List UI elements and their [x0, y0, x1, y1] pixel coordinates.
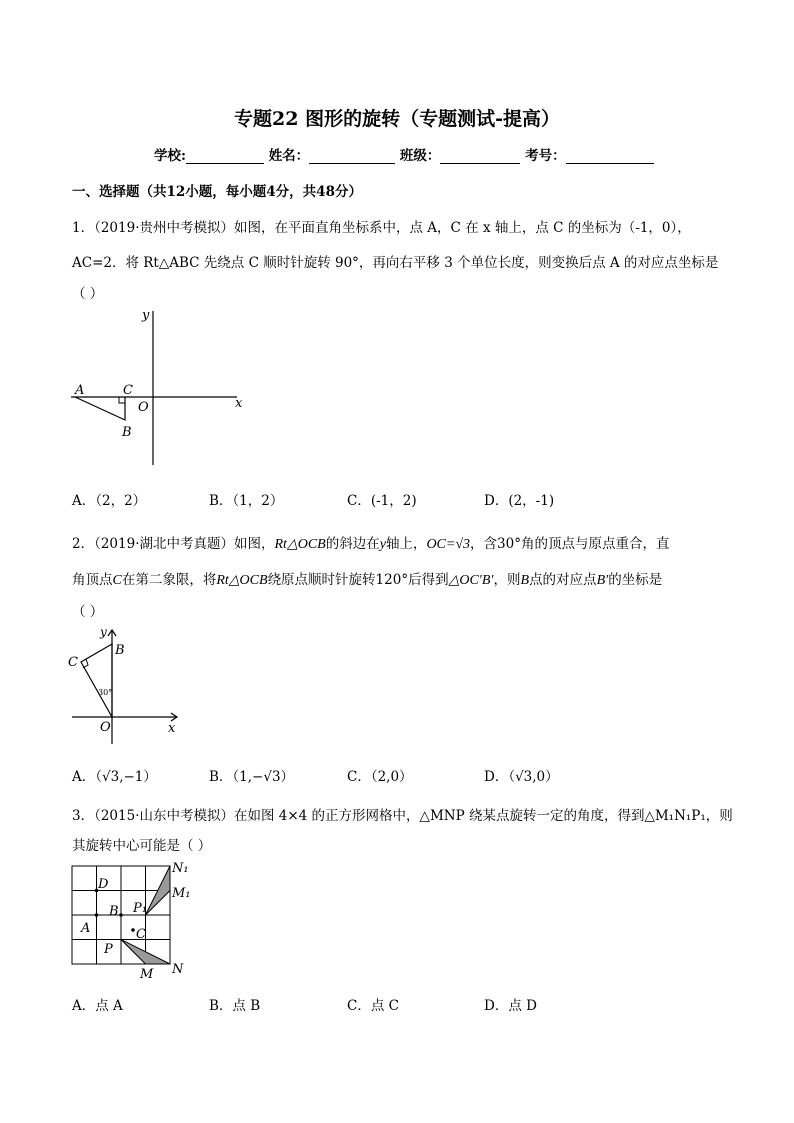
- q1-label-y: y: [142, 308, 150, 323]
- school-label: 学校:: [154, 148, 186, 164]
- q2-math-oc-b-prime: △OC′B′: [448, 573, 494, 588]
- name-label: 姓名：: [268, 148, 310, 164]
- q2-line2-post: 的坐标是: [608, 572, 663, 588]
- q1-option-b[interactable]: B．（1，2）: [209, 493, 284, 509]
- q1-label-b: B: [122, 425, 132, 440]
- q3-option-b[interactable]: B．点 B: [209, 998, 261, 1014]
- q2-triangle-ocb: [81, 644, 112, 717]
- q1-figure: [65, 305, 255, 475]
- q2-line2-mid4: 点的对应点: [529, 572, 597, 588]
- q2-line1-mid: 的斜边在: [325, 536, 380, 552]
- q1-label-c: C: [123, 383, 133, 398]
- q3-option-d[interactable]: D．点 D: [484, 998, 537, 1014]
- q3-label-b: B: [109, 904, 119, 919]
- q3-label-m: M: [140, 967, 154, 982]
- class-field[interactable]: [440, 149, 520, 164]
- q2-label-c: C: [68, 655, 78, 670]
- q2-answer-blank: （ ）: [72, 604, 104, 620]
- q3-option-a[interactable]: A．点 A: [72, 998, 123, 1014]
- q3-label-p: P: [104, 942, 113, 957]
- q1-line1: 1．（2019·贵州中考模拟）如图，在平面直角坐标系中，点 A，C 在 x 轴上，点 C 的坐标为（-1，0），: [72, 220, 691, 236]
- q1-label-x: x: [235, 396, 243, 411]
- q1-line2: AC=2．将 Rt△ABC 先绕点 C 顺时针旋转 90°，再向右平移 3 个单位长度，则变换后点 A 的对应点坐标是: [72, 255, 719, 271]
- q3-line1: 3．（2015·山东中考模拟）在如图 4×4 的正方形网格中，△MNP 绕某点旋转一定的角度，得到△M₁N₁P₁，则: [72, 808, 733, 824]
- q3-point-c: [131, 928, 135, 932]
- q2-label-o: O: [100, 720, 111, 735]
- q2-math-rt-ocb: Rt△OCB: [274, 537, 326, 552]
- q1-option-c[interactable]: C．(-1，2): [347, 493, 417, 509]
- q2-label-b: B: [115, 643, 125, 658]
- q1-label-o: O: [138, 400, 149, 415]
- q3-line2: 其旋转中心可能是（ ）: [72, 838, 212, 854]
- q3-option-c[interactable]: C．点 C: [347, 998, 399, 1014]
- section-heading: 一、选择题（共12小题，每小题4分，共48分）: [72, 184, 362, 200]
- q2-line2-pre: 角顶点: [72, 572, 113, 588]
- number-label: 考号：: [525, 148, 566, 164]
- q3-label-d: D: [98, 877, 109, 892]
- q2-option-c[interactable]: C．（2,0）: [347, 769, 413, 785]
- school-field[interactable]: [186, 149, 264, 164]
- q2-label-y: y: [100, 625, 107, 639]
- q2-math-rt-ocb-2: Rt△OCB: [216, 573, 268, 588]
- page-title: 专题22 图形的旋转（专题测试-提高）: [234, 108, 560, 130]
- student-info-line: [154, 144, 654, 164]
- q2-math-b-prime: B′: [596, 573, 609, 588]
- q2-line2: [72, 568, 662, 589]
- q1-triangle-abc: [75, 397, 125, 420]
- q3-label-n: N: [172, 962, 184, 977]
- q2-math-c: C: [112, 573, 122, 588]
- q2-label-x: x: [168, 721, 176, 736]
- q3-figure: [66, 860, 201, 985]
- q3-label-c: C: [136, 927, 146, 942]
- q2-label-angle: 30°: [98, 688, 113, 697]
- q2-math-b: B: [520, 573, 530, 588]
- q2-line2-mid2: 绕原点顺时针旋转120°后得到: [267, 572, 449, 588]
- q2-line1-pre: 2．（2019·湖北中考真题）如图，: [72, 536, 275, 552]
- q2-line1: [72, 532, 669, 553]
- q3-label-m1: M₁: [172, 886, 191, 901]
- class-label: 班级：: [399, 148, 441, 164]
- q1-answer-blank: （ ）: [72, 286, 104, 302]
- q2-line2-mid3: ，则: [493, 572, 521, 588]
- q2-line1-mid2: 轴上，: [385, 536, 427, 552]
- q2-line2-mid: 在第二象限，将: [121, 572, 217, 588]
- q2-option-d[interactable]: D．（√3,0）: [484, 769, 559, 785]
- q2-option-a[interactable]: A．（√3,−1）: [72, 769, 157, 785]
- q2-option-b[interactable]: B．（1,−√3）: [209, 769, 295, 785]
- q3-label-p1: P₁: [133, 901, 147, 916]
- name-field[interactable]: [309, 149, 395, 164]
- q3-point-b: [119, 913, 123, 917]
- q1-label-a: A: [75, 383, 85, 398]
- q3-point-a: [95, 913, 99, 917]
- q2-figure: [62, 624, 192, 749]
- number-field[interactable]: [566, 149, 654, 164]
- q2-math-oc: OC=√3: [426, 537, 471, 552]
- q1-option-a[interactable]: A．（2，2）: [72, 493, 147, 509]
- q1-option-d[interactable]: D．(2，-1): [484, 493, 555, 509]
- q3-label-n1: N₁: [172, 861, 189, 876]
- q2-math-y: y: [379, 537, 386, 552]
- q2-line1-post: ，含30°角的顶点与原点重合，直: [470, 536, 670, 552]
- q3-label-a: A: [81, 921, 91, 936]
